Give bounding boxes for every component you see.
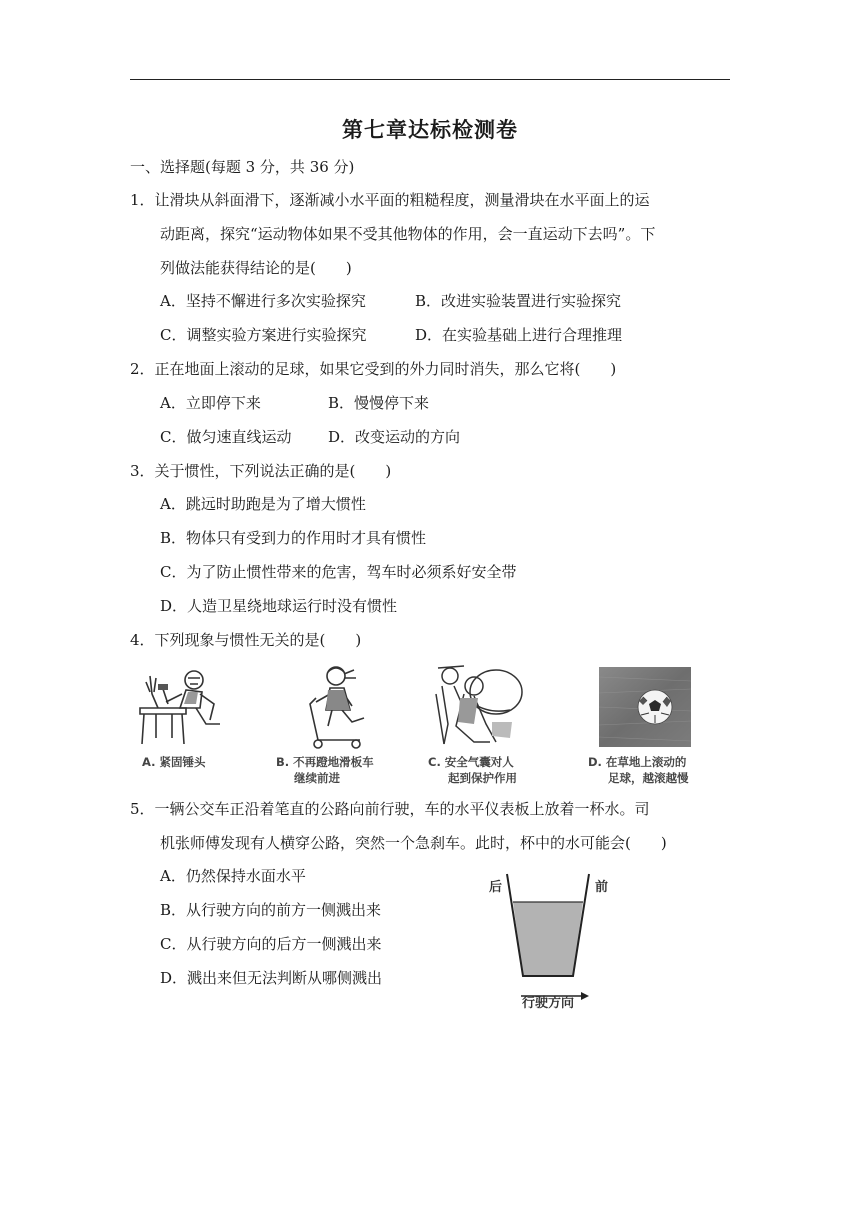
q5-stem-line2: 机张师傅发现有人横穿公路，突然一个急刹车。此时，杯中的水可能会( ) bbox=[160, 834, 667, 852]
q1-option-d: D．在实验基础上进行合理推理 bbox=[415, 326, 623, 344]
top-rule bbox=[130, 79, 730, 80]
q2-stem: 2．正在地面上滚动的足球，如果它受到的外力同时消失，那么它将( ) bbox=[130, 360, 617, 378]
cup-label-back: 后 bbox=[489, 880, 503, 895]
cup-drawing bbox=[485, 872, 605, 1012]
q1-stem-line2: 动距离，探究“运动物体如果不受其他物体的作用，会一直运动下去吗”。下 bbox=[160, 225, 656, 243]
soccer-ball-photo bbox=[599, 667, 691, 747]
q4-caption-d2: 足球，越滚越慢 bbox=[608, 771, 689, 785]
q3-option-b: B．物体只有受到力的作用时才具有惯性 bbox=[160, 529, 427, 547]
q5-option-a: A．仍然保持水面水平 bbox=[160, 867, 306, 885]
direction-label: 行驶方向 bbox=[522, 996, 575, 1011]
q2-option-a: A．立即停下来 bbox=[160, 394, 261, 412]
section-heading: 一、选择题(每题 3 分，共 36 分) bbox=[130, 158, 355, 176]
q1-stem-line1: 1．让滑块从斜面滑下，逐渐减小水平面的粗糙程度，测量滑块在水平面上的运 bbox=[130, 191, 650, 209]
q4-caption-a: A. 紧固锤头 bbox=[142, 755, 206, 769]
q3-option-a: A．跳远时助跑是为了增大惯性 bbox=[160, 495, 366, 513]
airbag-illustration bbox=[434, 664, 526, 748]
page-title: 第七章达标检测卷 bbox=[342, 118, 518, 142]
q2-option-b: B．慢慢停下来 bbox=[328, 394, 430, 412]
q5-option-c: C．从行驶方向的后方一侧溅出来 bbox=[160, 935, 382, 953]
q1-stem-line3: 列做法能获得结论的是( ) bbox=[160, 259, 352, 277]
q3-option-d: D．人造卫星绕地球运行时没有惯性 bbox=[160, 597, 398, 615]
q2-option-c: C．做匀速直线运动 bbox=[160, 428, 292, 446]
hammer-illustration bbox=[136, 664, 226, 746]
cup-diagram bbox=[485, 872, 609, 1012]
q5-option-d: D．溅出来但无法判断从哪侧溅出 bbox=[160, 969, 383, 987]
q4-caption-b2: 继续前进 bbox=[294, 771, 340, 785]
q1-option-c: C．调整实验方案进行实验探究 bbox=[160, 326, 367, 344]
q2-option-d: D．改变运动的方向 bbox=[328, 428, 461, 446]
scooter-illustration bbox=[298, 664, 378, 750]
q4-caption-c1: C. 安全气囊对人 bbox=[428, 755, 514, 769]
q4-illustrations bbox=[130, 664, 730, 794]
q5-option-b: B．从行驶方向的前方一侧溅出来 bbox=[160, 901, 382, 919]
q5-stem-line1: 5．一辆公交车正沿着笔直的公路向前行驶，车的水平仪表板上放着一杯水。司 bbox=[130, 800, 650, 818]
q4-stem: 4．下列现象与惯性无关的是( ) bbox=[130, 631, 362, 649]
q1-option-b: B．改进实验装置进行实验探究 bbox=[415, 292, 622, 310]
q3-stem: 3．关于惯性，下列说法正确的是( ) bbox=[130, 462, 392, 480]
q3-option-c: C．为了防止惯性带来的危害，驾车时必须系好安全带 bbox=[160, 563, 517, 581]
q1-option-a: A．坚持不懈进行多次实验探究 bbox=[160, 292, 366, 310]
q4-caption-d1: D. 在草地上滚动的 bbox=[588, 755, 687, 769]
q4-caption-b1: B. 不再蹬地滑板车 bbox=[276, 755, 374, 769]
cup-label-front: 前 bbox=[595, 880, 609, 895]
q4-caption-c2: 起到保护作用 bbox=[448, 771, 517, 785]
